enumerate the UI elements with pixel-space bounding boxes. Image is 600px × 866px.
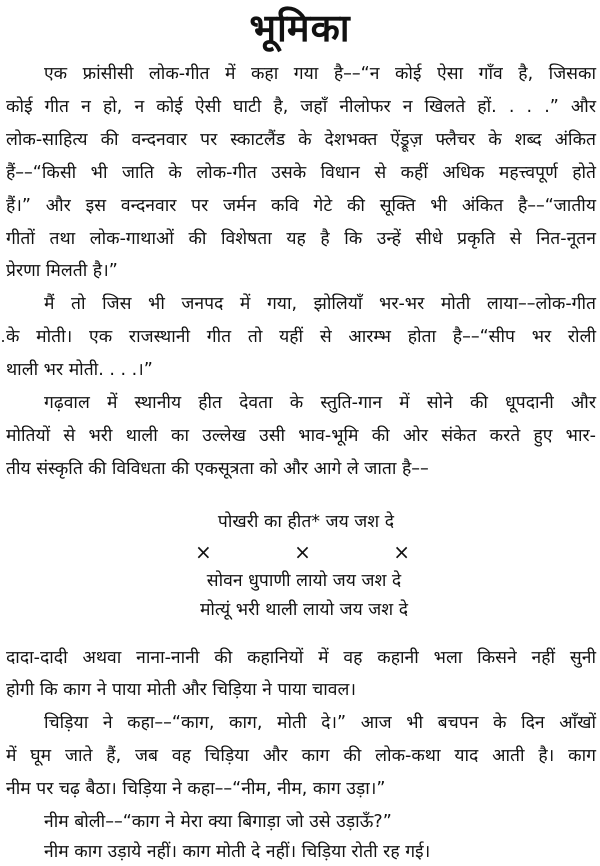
paragraph-4-line-1: दादा-दादी अथवा नाना-नानी की कहानियों में वह कहानी भला किसने नहीं सुनी [6, 648, 596, 668]
scan-speck [2, 340, 4, 342]
paragraph-3-line-2: मोतियों से भरी थाली का उल्लेख उसी भाव-भूमि की ओर संकेत करते हुए भार- [6, 426, 596, 446]
verse-line-1: पोखरी का हीत* जय जश दे [217, 512, 395, 532]
paragraph-3-line-3: तीय संस्कृति की विविधता की एकसूत्रता को और आगे ले जाता है–– [6, 459, 429, 479]
page-title: भूमिका [249, 6, 351, 50]
paragraph-1-line-5: हैं।” और इस वन्दनवार पर जर्मन कवि गेटे की सूक्ति भी अंकित है––“जातीय [6, 196, 596, 216]
paragraph-4-line-2: होगी कि काग ने पाया मोती और चिड़िया ने पाया चावल। [6, 680, 357, 700]
paragraph-7-line-1: नीम काग उड़ाये नहीं। काग मोती दे नहीं। चिड़िया रोती रह गई। [44, 842, 431, 862]
paragraph-5-line-2: में घूम जाते हैं, जब वह चिड़िया और काग की लोक-कथा याद आती है। काग [6, 746, 596, 766]
paragraph-2-line-1: मैं तो जिस भी जनपद में गया, झोलियाँ भर-भर मोती लाया––लोक-गीत [44, 294, 596, 314]
verse-line-3: मोत्यूं भरी थाली लायो जय जश दे [199, 600, 409, 620]
paragraph-1-line-2: कोई गीत न हो, न कोई ऐसी घाटी है, जहाँ नीलोफर न खिलते हों. . . .” और [6, 97, 596, 117]
paragraph-1-line-7: प्रेरणा मिलती है।” [6, 261, 118, 281]
paragraph-5-line-1: चिड़िया ने कहा––“काग, काग, मोती दे।” आज भी बचपन के दिन आँखों [44, 713, 596, 733]
paragraph-1-line-4: हैं––“किसी भी जाति के लोक-गीत उसके विधान से कहीं अधिक महत्त्वपूर्ण होते [6, 163, 596, 183]
paragraph-3-line-1: गढ़वाल में स्थानीय हीत देवता के स्तुति-गान में सोने की धूपदानी और [44, 393, 596, 413]
paragraph-6-line-1: नीम बोली––“काग ने मेरा क्या बिगाड़ा जो उसे उड़ाऊँ?” [44, 812, 392, 832]
cross-mark-icon: × [393, 540, 410, 564]
cross-mark-icon: × [195, 540, 212, 564]
verse-separator-marks [195, 538, 410, 566]
paragraph-2-line-2: के मोती। एक राजस्थानी गीत तो यहीं से आरम्भ होता है––“सीप भर रोली [6, 327, 596, 347]
verse-line-2: सोवन धुपाणी लायो जय जश दे [206, 571, 402, 591]
cross-mark-icon: × [294, 540, 311, 564]
paragraph-1-line-6: गीतों तथा लोक-गाथाओं की विशेषता यह है कि उन्हें सीधे प्रकृति से नित-नूतन [6, 229, 596, 249]
paragraph-1-line-3: लोक-साहित्य की वन्दनवार पर स्काटलैंड के देशभक्त ऐंड्रूज़ फ्लैचर के शब्द अंकित [6, 130, 596, 150]
paragraph-5-line-3: नीम पर चढ़ बैठा। चिड़िया ने कहा––“नीम, नीम, काग उड़ा।” [6, 779, 386, 799]
paragraph-1-line-1: एक फ्रांसीसी लोक-गीत में कहा गया है––“न कोई ऐसा गाँव है, जिसका [44, 64, 596, 84]
paragraph-2-line-3: थाली भर मोती. . . .।” [6, 360, 153, 380]
